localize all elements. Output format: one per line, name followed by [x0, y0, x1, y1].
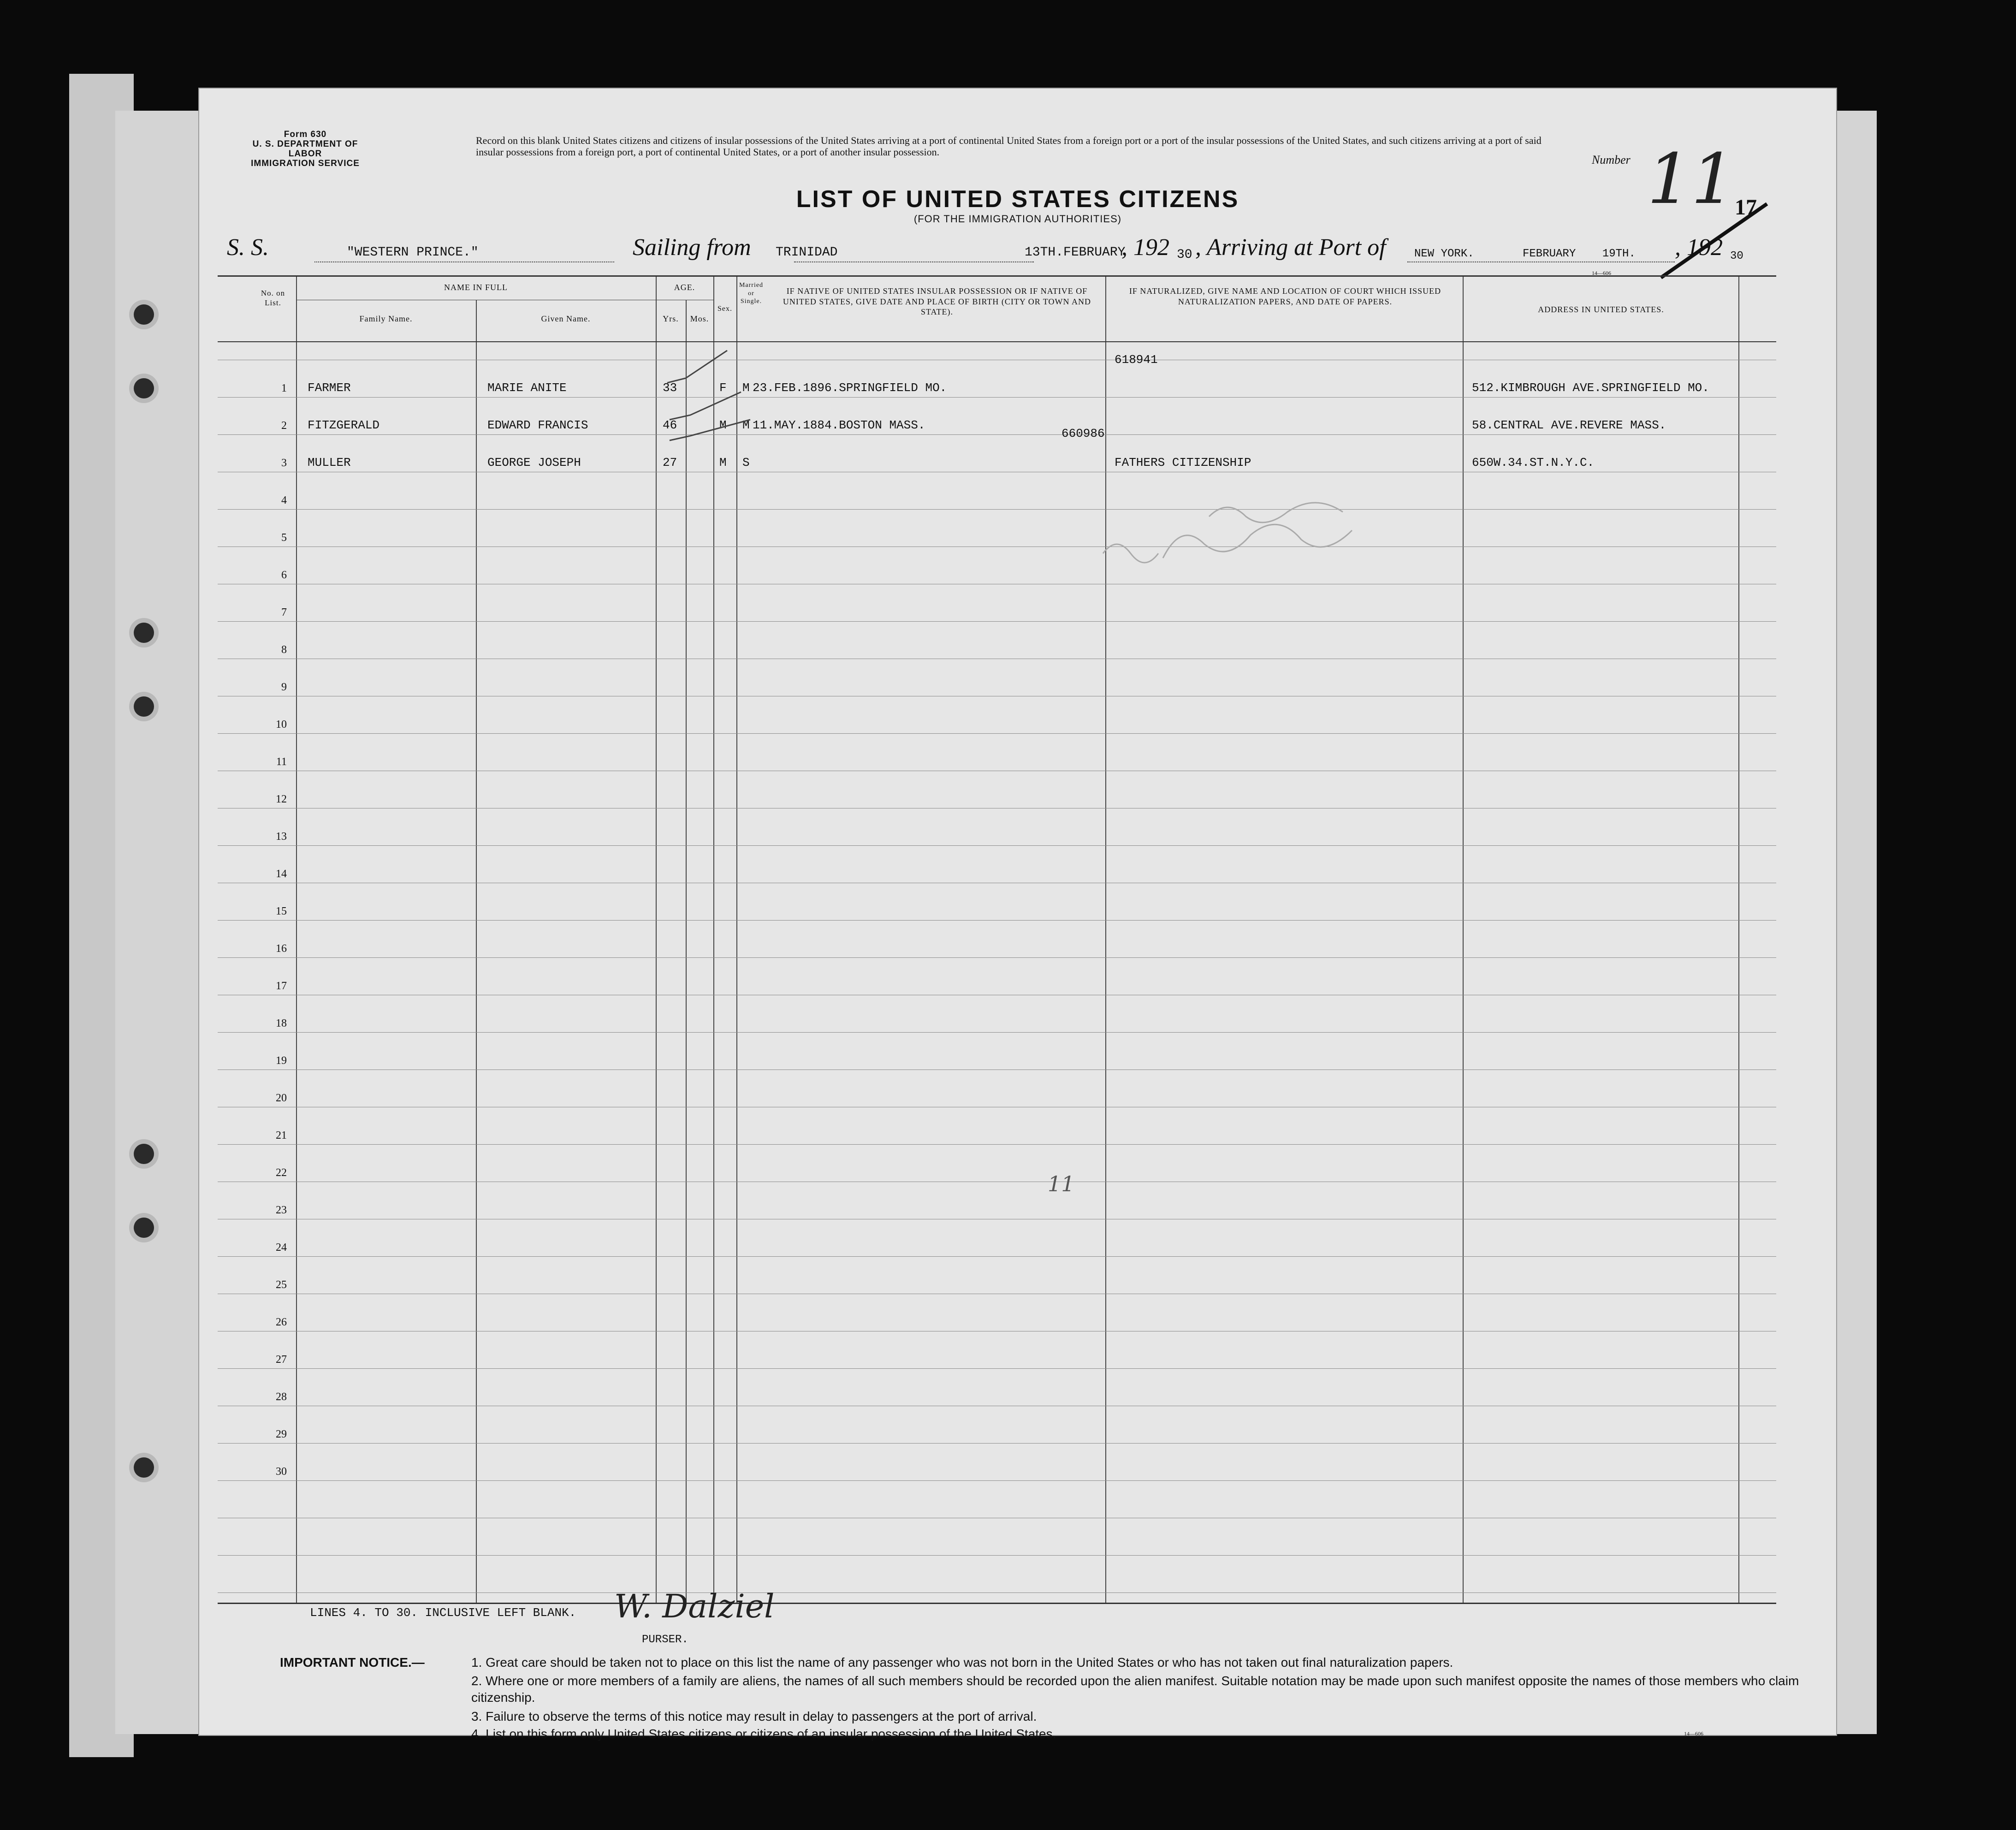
purser-signature: W. Dalziel: [614, 1587, 775, 1625]
arriving-line: [1407, 261, 1675, 262]
row-line: [218, 397, 1776, 398]
cell-family: FITZGERALD: [308, 418, 380, 432]
cell-address: 58.CENTRAL AVE.REVERE MASS.: [1472, 418, 1666, 432]
cell-family: MULLER: [308, 456, 351, 469]
row-line: [218, 1144, 1776, 1145]
cell-given: MARIE ANITE: [487, 381, 567, 395]
annotation-handwritten-11: 11: [1048, 1171, 1075, 1196]
punch-hole: [134, 304, 154, 325]
cell-address: 650W.34.ST.N.Y.C.: [1472, 456, 1595, 469]
sailing-from: TRINIDAD: [776, 245, 838, 260]
cell-yrs: 46: [663, 418, 677, 432]
row-number: 10: [276, 719, 287, 731]
record-instruction: Record on this blank United States citizens and citizens of insular possessions of the United States arriving at a port of continental United States from a foreign port or a port of the insular possessions of the United States, and such citizens arriving at a port of said insular possessions from a foreign port, a port of continental United States, or a port of another insular possession.: [476, 135, 1542, 158]
punch-hole: [134, 623, 154, 643]
row-number: 13: [276, 831, 287, 843]
cell-ms: M: [742, 418, 750, 432]
row-number: 14: [276, 868, 287, 880]
row-number: 15: [276, 905, 287, 917]
page-title: LIST OF UNITED STATES CITIZENS: [796, 186, 1239, 213]
number-handwritten: 11: [1647, 139, 1735, 220]
header-yrs: Yrs.: [663, 314, 679, 323]
header-family-name: Family Name.: [359, 314, 413, 323]
row-line: [218, 434, 1776, 435]
header-address: ADDRESS IN UNITED STATES.: [1538, 305, 1664, 314]
col-divider: [656, 277, 657, 1603]
manifest-page: [198, 88, 1837, 1741]
header-age: AGE.: [674, 283, 695, 292]
header-mos: Mos.: [690, 314, 709, 323]
row-line: [218, 1480, 1776, 1481]
annotation-number-618941: 618941: [1115, 353, 1158, 367]
printer-mark-bottom: 14—606: [1684, 1730, 1703, 1737]
row-number: 27: [276, 1354, 287, 1366]
annotation-number-660986: 660986: [1061, 427, 1105, 440]
punch-hole: [134, 378, 154, 398]
notice-item-3: 3. Failure to observe the terms of this notice may result in delay to passengers at the port of arrival.: [471, 1709, 1037, 1723]
col-divider: [1738, 277, 1739, 1603]
cell-given: EDWARD FRANCIS: [487, 418, 588, 432]
notice-label: IMPORTANT NOTICE.—: [280, 1655, 425, 1670]
cell-ms: M: [742, 381, 750, 395]
notice-item-4: 4. List on this form only United States citizens or citizens of an insular possession of the United States.: [471, 1727, 1056, 1741]
department-name: U. S. DEPARTMENT OF LABOR: [252, 139, 358, 159]
row-line: [218, 845, 1776, 846]
arriving-date: FEBRUARY 19TH.: [1523, 248, 1636, 260]
row-number: 12: [276, 793, 287, 805]
col-divider: [296, 277, 297, 1603]
row-number: 9: [281, 681, 287, 693]
row-line: [218, 1555, 1776, 1556]
row-number: 24: [276, 1242, 287, 1254]
row-number: 11: [276, 756, 287, 768]
row-line: [218, 920, 1776, 921]
col-divider: [713, 277, 714, 1603]
row-number: 1: [281, 382, 287, 394]
cell-sex: M: [719, 418, 727, 432]
faint-handwriting-scribble: [1094, 489, 1426, 590]
cell-birth: 23.FEB.1896.SPRINGFIELD MO.: [753, 381, 947, 395]
header-no-on-list: No. on List.: [261, 289, 285, 308]
form-number: Form 630: [284, 130, 327, 139]
row-line: [218, 1368, 1776, 1369]
page-subtitle: (FOR THE IMMIGRATION AUTHORITIES): [913, 213, 1122, 225]
col-divider: [686, 300, 687, 1603]
header-naturalized-info: IF NATURALIZED, GIVE NAME AND LOCATION OF COURT WHICH ISSUED NATURALIZATION PAPERS, AND DATE OF PAPERS.: [1129, 286, 1441, 306]
arriving-label: , Arriving at Port of: [1195, 234, 1386, 261]
punch-hole: [134, 1144, 154, 1164]
year-prefix-sailing: , 192: [1121, 234, 1169, 261]
ship-name: "WESTERN PRINCE.": [347, 245, 479, 260]
row-number: 18: [276, 1017, 287, 1029]
punch-hole: [134, 696, 154, 717]
sailing-date: 13TH.FEBRUARY: [1025, 245, 1126, 260]
punch-hole: [134, 1457, 154, 1478]
row-line: [218, 1256, 1776, 1257]
page-number: 17: [1735, 195, 1757, 220]
cell-yrs: 33: [663, 381, 677, 395]
ss-label: S. S.: [227, 234, 269, 261]
row-number: 16: [276, 943, 287, 955]
row-line: [218, 621, 1776, 622]
blank-lines-note: LINES 4. TO 30. INCLUSIVE LEFT BLANK.: [310, 1606, 576, 1620]
row-number: 21: [276, 1129, 287, 1141]
cell-yrs: 27: [663, 456, 677, 469]
col-divider: [736, 277, 737, 1603]
printer-mark-top: 14—606: [1592, 270, 1611, 276]
sailing-from-line: [794, 261, 1034, 262]
row-number: 8: [281, 644, 287, 656]
col-divider: [1105, 277, 1106, 1603]
header-married-single: Married or Single.: [739, 282, 764, 305]
cell-given: GEORGE JOSEPH: [487, 456, 581, 469]
purser-label: PURSER.: [642, 1634, 688, 1646]
ship-name-line: [314, 261, 614, 262]
arriving-port: NEW YORK.: [1414, 248, 1474, 260]
row-line: [218, 1592, 1776, 1593]
service-name: IMMIGRATION SERVICE: [251, 158, 360, 168]
cell-naturalized: FATHERS CITIZENSHIP: [1115, 456, 1251, 469]
row-number: 7: [281, 606, 287, 618]
row-number: 26: [276, 1316, 287, 1328]
year-prefix-arriving: , 192: [1675, 234, 1723, 261]
col-divider: [476, 300, 477, 1603]
row-number: 19: [276, 1055, 287, 1067]
col-divider: [1463, 277, 1464, 1603]
handwritten-check-marks: [658, 341, 769, 447]
number-label: Number: [1592, 153, 1631, 166]
citizens-table: [218, 275, 1776, 1604]
row-number: 25: [276, 1279, 287, 1291]
sailing-label: Sailing from: [633, 234, 751, 261]
punch-hole: [134, 1218, 154, 1238]
row-line: [218, 1443, 1776, 1444]
row-number: 4: [281, 494, 287, 506]
header-bottom: [218, 341, 1776, 342]
row-number: 20: [276, 1092, 287, 1104]
notice-item-1: 1. Great care should be taken not to place on this list the name of any passenger who was not born in the United States or who has not taken out final naturalization papers.: [471, 1655, 1453, 1670]
row-number: 23: [276, 1204, 287, 1216]
year-suffix-sailing: 30: [1177, 248, 1192, 262]
row-number: 17: [276, 980, 287, 992]
row-number: 5: [281, 532, 287, 544]
row-line: [218, 957, 1776, 958]
cell-address: 512.KIMBROUGH AVE.SPRINGFIELD MO.: [1472, 381, 1709, 395]
row-line: [218, 733, 1776, 734]
cell-sex: M: [719, 456, 727, 469]
row-number: 22: [276, 1167, 287, 1179]
row-number: 29: [276, 1428, 287, 1440]
row-number: 2: [281, 420, 287, 432]
row-number: 6: [281, 569, 287, 581]
row-line: [218, 1032, 1776, 1033]
header-given-name: Given Name.: [541, 314, 591, 323]
cell-family: FARMER: [308, 381, 351, 395]
header-sex: Sex.: [717, 305, 732, 313]
row-line: [218, 509, 1776, 510]
form-id-block: [245, 130, 365, 169]
row-number: 28: [276, 1391, 287, 1403]
row-number: 30: [276, 1466, 287, 1478]
cell-ms: S: [742, 456, 750, 469]
row-line: [218, 1069, 1776, 1070]
header-native-info: IF NATIVE OF UNITED STATES INSULAR POSSESSION OR IF NATIVE OF UNITED STATES, GIVE DATE AND PLACE OF BIRTH (CITY OR TOWN AND STATE).: [783, 286, 1091, 316]
cell-sex: F: [719, 381, 727, 395]
year-suffix-arriving: 30: [1730, 250, 1743, 262]
row-number: 3: [281, 457, 287, 469]
cell-birth: 11.MAY.1884.BOSTON MASS.: [753, 418, 925, 432]
header-name-in-full: NAME IN FULL: [444, 283, 508, 292]
notice-item-2: 2. Where one or more members of a family are aliens, the names of all such members should be recorded upon the alien manifest. Suitable notation may be made upon such manifest opposite the names of those members who claim citizenship.: [471, 1674, 1799, 1705]
